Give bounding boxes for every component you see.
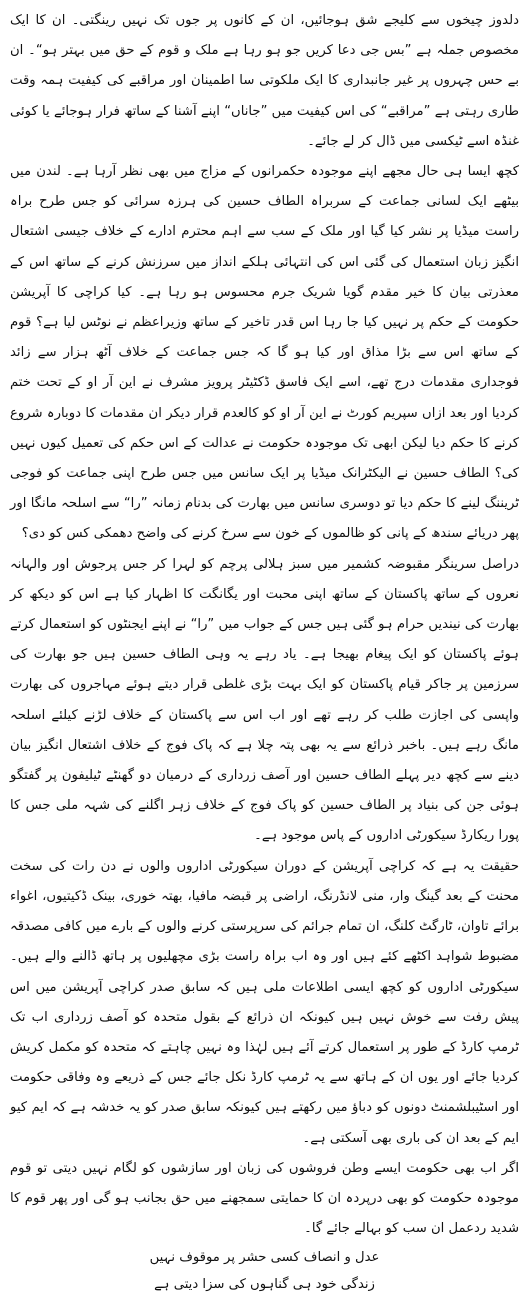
article-paragraph-2: کچھ ایسا ہی حال مجھے اپنے موجودہ حکمرانوں کے مزاج میں بھی نظر آرہا ہے۔ لندن میں بیٹھے ایک لسانی جماعت کے سربراہ الطاف حسین کی ہرزہ سرائی کو جس طرح براہ راست میڈیا پر نشر کیا گیا اور ملک کے سب سے اہم محترم ادارے کے خلاف جیسی اشتعال انگیز زبان استعمال کی گئی اس کی انتہائی ہلکے انداز میں سرزنش کرنے کے ساتھ اس کے معذرتی بیان کا خیر مقدم گویا شریک جرم محسوس ہو رہا ہے۔ کیا کراچی کا آپریشن حکومت کے حکم پر نہیں کیا جا رہا اس قدر تاخیر کے ساتھ وزیراعظم نے نوٹس لیا ہے؟ قوم کے ساتھ اس سے بڑا مذاق اور کیا ہو گا کہ جس جماعت کے خلاف آٹھ ہزار سے زائد فوجداری مقدمات درج تھے، اسے ایک فاسق ڈکٹیٹر پرویز مشرف نے این آر او کے تحت ختم کردیا اور بعد ازاں سپریم کورٹ نے این آر او کو کالعدم قرار دیکر ان مقدمات کا دوبارہ شروع کرنے کا حکم دیا لیکن ابھی تک موجودہ حکومت نے عدالت کے اس حکم کی تعمیل کیوں نہیں کی؟ الطاف حسین نے الیکٹرانک میڈیا پر ایک سانس میں جس طرح اپنی جماعت کو فوجی ٹریننگ لینے کا حکم دیا تو دوسری سانس میں بھارت کی بدنام زمانہ ”را“ سے اسلحہ مانگا اور پھر دریائے سندھ کے پانی کو ظالموں کے خون سے سرخ کرنے کی واضح دھمکی کس کو دی؟ — [10, 164, 519, 542]
article-paragraph-5: اگر اب بھی حکومت ایسے وطن فروشوں کی زبان اور سازشوں کو لگام نہیں دیتی تو قوم موجودہ حکومت کو بھی درپردہ ان کا حمایتی سمجھنے میں حق بجانب ہو گی اور پھر قوم کا شدید ردعمل ان سب کو بہالے جائے گا۔ — [10, 1160, 519, 1237]
verse-line-2: زندگی خود ہی گناہوں کی سزا دیتی ہے — [154, 1277, 375, 1293]
article-paragraph-3: دراصل سرینگر مقبوضہ کشمیر میں سبز ہلالی پرچم کو لہرا کر جس پرجوش اور والہانہ نعروں کے ساتھ پاکستان کے ساتھ اپنی محبت اور یگانگت کا اظہار کیا ہے اس کو دیکھ کر بھارت کی نیندیں حرام ہو گئی ہیں جس کے جواب میں ”را“ نے اپنے ایجنٹوں کو استعمال کرتے ہوئے پاکستان کو ایک پیغام بھیجا ہے۔ یاد رہے یہ وہی الطاف حسین ہیں جو بھارت کی سرزمین پر جاکر قیام پاکستان کو ایک بہت بڑی غلطی قرار دیتے ہوئے مہاجروں کی بھارت واپسی کی اجازت طلب کر رہے تھے اور اب اس سے پاکستان کے خلاف لڑنے کیلئے اسلحہ مانگ رہے ہیں۔ باخبر ذرائع سے یہ بھی پتہ چلا ہے کہ پاک فوج کے خلاف اشتعال انگیز بیان دینے سے کچھ دیر پہلے الطاف حسین اور آصف زرداری کے درمیان دو گھنٹے ٹیلیفون پر گفتگو ہوئی جن کی بنیاد پر الطاف حسین کو پاک فوج کے خلاف زہر اگلنے کی شہہ ملی جس کا پورا ریکارڈ سیکورٹی اداروں کے پاس موجود ہے۔ — [10, 556, 519, 844]
article-paragraph-1: دلدوز چیخوں سے کلیجے شق ہوجائیں، ان کے کانوں پر جوں تک نہیں رینگتی۔ ان کا ایک مخصوص جملہ ہے ”بس جی دعا کریں جو ہو رہا ہے ملک و قوم کے حق میں بہتر ہو“۔ ان بے حس چہروں پر غیر جانبداری کا ایک ملکوتی سا اطمینان اور مراقبے کی کیفیت ہمہ وقت طاری رہتی ہے ”مراقبے“ کی اس کیفیت میں ”جاناں“ اپنے آشنا کے ساتھ فرار ہوجائے یا کوئی غنڈہ اسے ٹیکسی میں ڈال کر لے جائے۔ — [10, 13, 519, 149]
verse-line-1: عدل و انصاف کسی حشر پر موقوف نہیں — [149, 1250, 380, 1266]
article-paragraph-4: حقیقت یہ ہے کہ کراچی آپریشن کے دوران سیکورٹی اداروں والوں نے دن رات کی سخت محنت کے بعد گینگ وار، منی لانڈرنگ، اراضی پر قبضہ مافیا، بھتہ خوری، بینک ڈکیتیوں، اغواء برائے تاوان، ٹارگٹ کلنگ، ان تمام جرائم کی سرپرستی کرنے والوں کے بارے میں کافی مصدقہ مضبوط شواہد اکٹھے کئے ہیں اور وہ اب براہ راست بڑی مچھلیوں پر ہاتھ ڈالنے والے ہیں۔ سیکورٹی اداروں کو کچھ ایسی اطلاعات ملی ہیں کہ سابق صدر کراچی آپریشن میں اس پیش رفت سے خوش نہیں ہیں کیونکہ ان ذرائع کے بقول متحدہ کو آصف زرداری اب تک ٹرمپ کارڈ کے طور پر استعمال کرتے آئے ہیں لہٰذا وہ نہیں چاہتے کہ متحدہ کو مکمل کریش کردیا جائے اور یوں ان کے ہاتھ سے یہ ٹرمپ کارڈ نکل جائے جس کے ذریعے وہ وفاقی حکومت اور اسٹیبلشمنٹ دونوں کو دباؤ میں رکھتے ہیں کیونکہ سابق صدر کو یہ خدشہ ہے کہ ایم کیو ایم کے بعد ان کی باری بھی آسکتی ہے۔ — [10, 858, 519, 1146]
closing-verse — [10, 1244, 519, 1298]
